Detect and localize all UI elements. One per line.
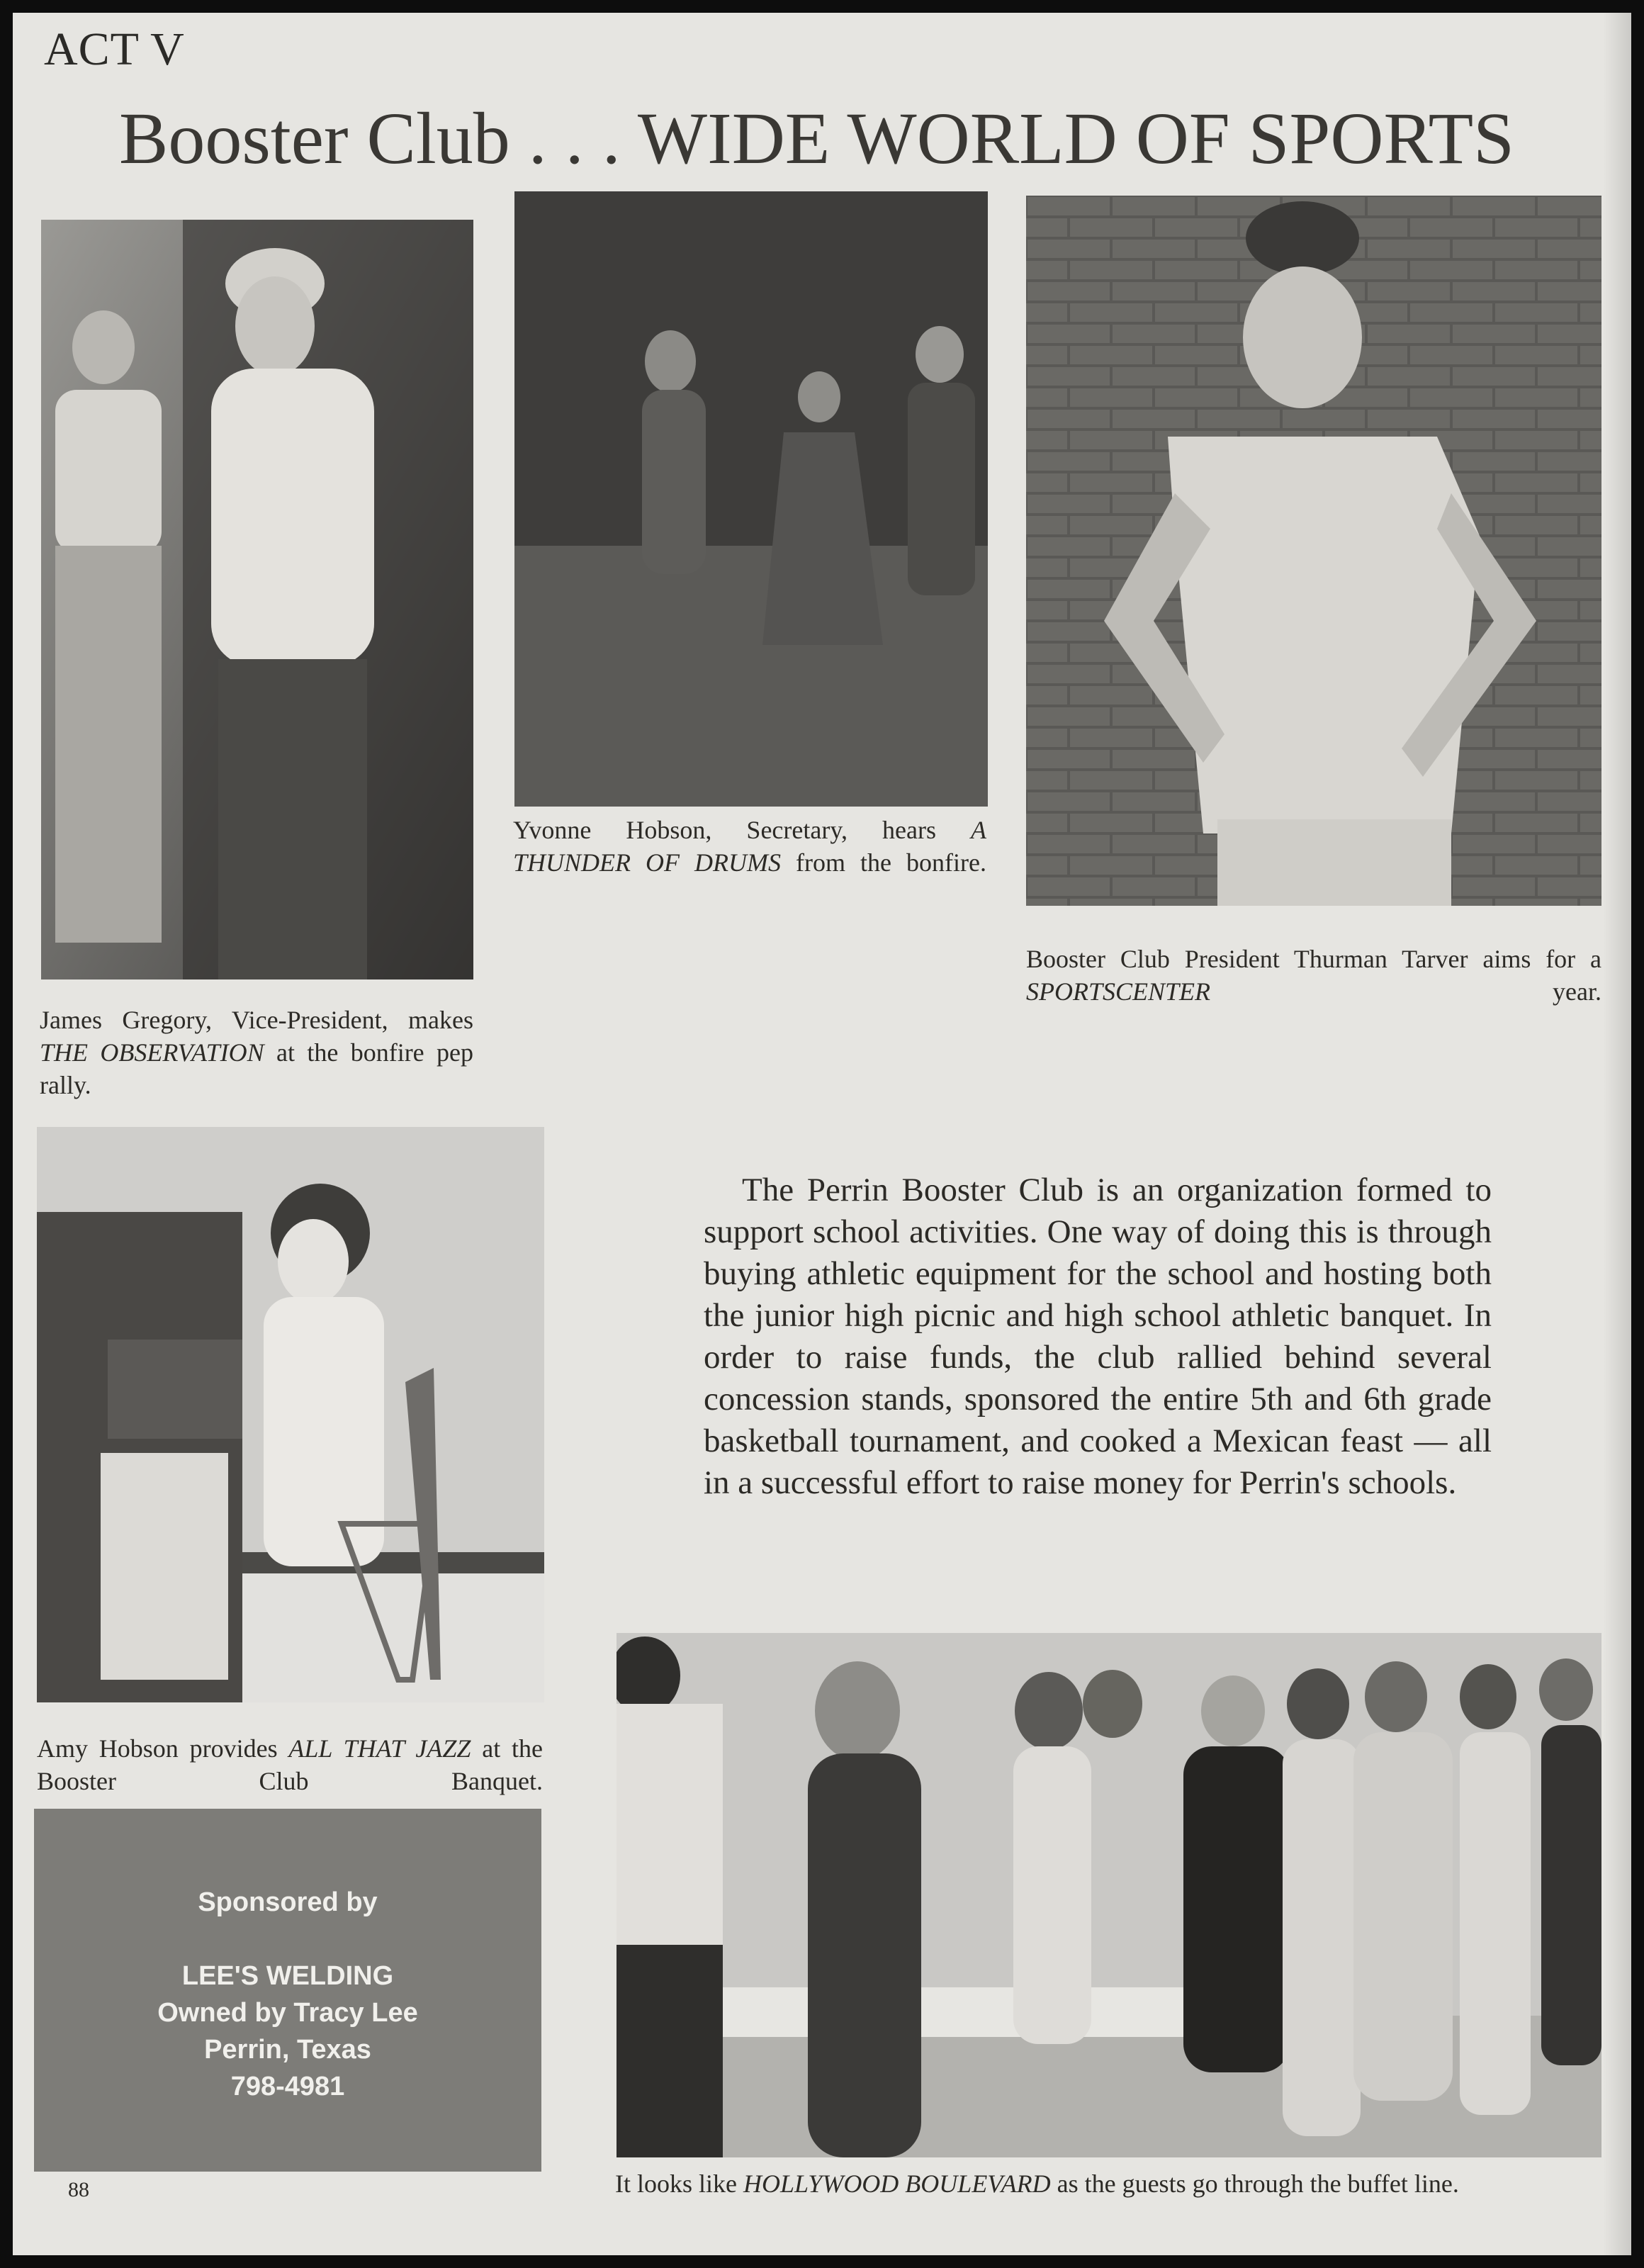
photo-buffet-line [616,1633,1601,2157]
caption-buffet-line: It looks like HOLLYWOOD BOULEVARD as the guests go through the buffet line. [615,2169,1459,2198]
yearbook-page [13,13,1631,2255]
body-paragraph: The Perrin Booster Club is an organization formed to support school activities. One way of doing this is through buying athletic equipment for the school and hosting both the junior high picnic and high school athletic banquet. In order to raise funds, the club rallied behind several concession stands, sponsored the entire 5th and 6th grade basketball tournament, and cooked a Mexican feast — all in a successful effort to raise money for Perrin's schools. [704,1172,1492,1501]
page-title: Booster Club . . . WIDE WORLD OF SPORTS [119,98,1514,179]
caption-thurman-tarver: Booster Club President Thurman Tarver aims for a SPORTSCENTER year. [1026,945,1601,1006]
photo-james-gregory [41,220,473,979]
photo-bonfire-yvonne [514,191,988,807]
caption-james-gregory: James Gregory, Vice-President, makes THE OBSERVATION at the bonfire pep rally. [40,1006,473,1099]
page-number: 88 [68,2178,89,2201]
caption-amy-hobson: Amy Hobson provides ALL THAT JAZZ at the Booster Club Banquet. [37,1734,543,1795]
sponsor-name: LEE'S WELDING [181,1961,394,1991]
section-label: ACT V [44,23,185,75]
sponsor-phone: 798-4981 [230,2072,345,2101]
sponsor-box [34,1809,541,2172]
page-edge-shadow [1603,13,1631,2255]
photo-amy-hobson [37,1127,544,1702]
sponsor-owner: Owned by Tracy Lee [157,1998,418,2028]
sponsor-location: Perrin, Texas [204,2035,371,2065]
sponsor-heading: Sponsored by [198,1887,378,1917]
caption-yvonne-hobson: Yvonne Hobson, Secretary, hears A THUNDER OF DRUMS from the bonfire. [513,816,986,877]
photo-thurman-tarver [1026,196,1601,906]
